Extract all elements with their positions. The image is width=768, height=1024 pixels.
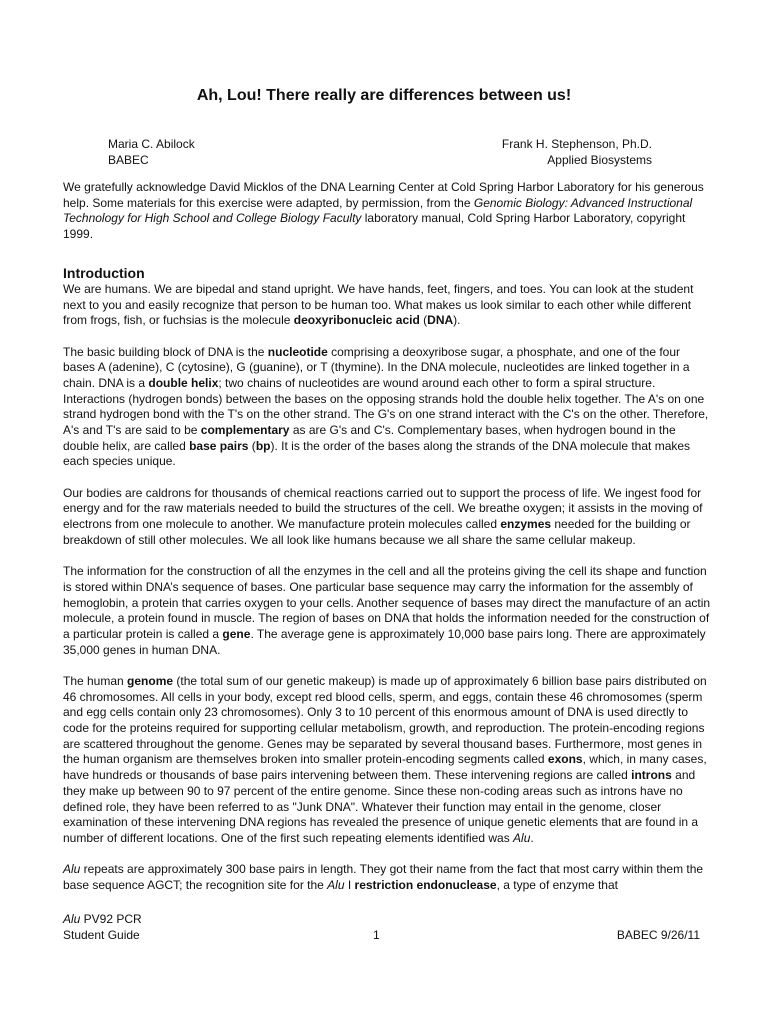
text-run: ( <box>248 438 256 453</box>
term-alu: Alu <box>513 830 531 845</box>
term-double-helix: double helix <box>148 375 219 390</box>
text-run: The information for the construction of all the enzymes in the cell and all the proteins giving the cell its shape and function is stored within DNA’s sequence of bases. One particular base sequence may carry the information for the assembly of hemoglobin, a protein that carries oxygen to your cells. Another sequence of bases may direct the manufacture of an actin molecule, a protein found in muscle. The region of bases on DNA that holds the information needed for the construction of a particular protein is called a <box>63 564 711 641</box>
footer-left <box>63 912 142 943</box>
document-body <box>63 180 714 909</box>
page-number: 1 <box>373 927 380 942</box>
acknowledgement-paragraph <box>63 180 714 243</box>
text-run: The basic building block of DNA is the <box>63 344 268 359</box>
term-dna: DNA <box>427 313 454 328</box>
term-gene: gene <box>222 626 251 641</box>
term-alu: Alu <box>327 877 345 892</box>
text-run: needed for the building or breakdown of still other molecules. We all look like humans because we all share the same cellular makeup. <box>63 517 691 547</box>
paragraph-enzymes <box>63 486 714 549</box>
author-left <box>108 136 195 168</box>
author-name: Maria C. Abilock <box>108 137 195 151</box>
term-nucleotide: nucleotide <box>267 344 328 359</box>
paragraph-alu-repeats <box>63 862 714 893</box>
text-run: , a type of enzyme that <box>496 877 618 892</box>
section-heading-introduction: Introduction <box>63 264 145 281</box>
text-run: laboratory manual, Cold Spring Harbor Laboratory, copyright 1999. <box>63 211 686 242</box>
text-run: (the total sum of our genetic makeup) is made up of approximately 6 billion base pairs distributed on 46 chromosomes. All cells in your body, except red blood cells, sperm, and eggs, contain these 46 chromosomes (sperm and egg cells contain only 23 chromosomes). Only 3 to 10 percent of this enormous amount of DNA is used directly to code for the proteins required for supporting cellular metabolism, growth, and reproduction. The protein-encoding regions are scattered throughout the genome. Genes may be separated by several thousand bases. Furthermore, most genes in the human organism are themselves broken into smaller protein-encoding segments called <box>63 673 707 767</box>
author-right <box>502 136 652 168</box>
text-run: . The average gene is approximately 10,000 base pairs long. There are approximately 35,000 genes in human DNA. <box>63 626 706 657</box>
term-bp: bp <box>255 438 271 453</box>
paragraph-gene <box>63 564 714 658</box>
term-complementary: complementary <box>200 423 290 438</box>
paragraph-genome <box>63 674 714 847</box>
term-restriction-endonuclease: restriction endonuclease <box>354 877 497 892</box>
author-affiliation: BABEC <box>108 153 149 167</box>
text-run: I <box>344 877 355 892</box>
text-run: , which, in many cases, have hundreds or thousands of base pairs intervening between them. These intervening regions are called <box>63 752 707 783</box>
term-alu: Alu <box>63 862 81 877</box>
term-enzymes: enzymes <box>500 517 552 532</box>
text-run: Our bodies are caldrons for thousands of chemical reactions carried out to support the process of life. We ingest food for energy and for the raw materials needed to build the structures of the cell. We breathe oxygen; it assists in the moving of electrons from one molecule to another. We manufacture protein molecules called <box>63 485 703 532</box>
document-title: Ah, Lou! There really are differences between us! <box>196 87 572 104</box>
text-run: ). <box>453 313 461 328</box>
text-run: as are G's and C's. Complementary bases, when hydrogen bound in the double helix, are called <box>63 423 676 453</box>
text-run: ( <box>419 313 428 328</box>
text-run: The human <box>63 673 128 688</box>
term-exons: exons <box>547 752 583 767</box>
author-affiliation: Applied Biosystems <box>547 153 652 167</box>
text-run: PV92 PCR <box>80 912 142 926</box>
text-run: Alu <box>63 912 81 926</box>
text-run: . <box>530 830 534 845</box>
text-run: comprising a deoxyribose sugar, a phosphate, and one of the four bases A (adenine), C (cytosine), G (guanine), or T (thymine). In the DNA molecule, nucleotides are linked together in a chain. DNA is a <box>63 344 690 390</box>
footer-doc-name <box>63 912 142 928</box>
author-name: Frank H. Stephenson, Ph.D. <box>501 137 652 151</box>
book-title: Genomic Biology: Advanced Instructional Technology for High School and College Biology Faculty <box>63 195 693 226</box>
term-base-pairs: base pairs <box>189 438 249 453</box>
text-run: We gratefully acknowledge David Micklos of the DNA Learning Center at Cold Spring Harbor Laboratory for his generous help. Some materials for this exercise were adapted, by permission, from the <box>63 180 704 210</box>
text-run: ; two chains of nucleotides are wound around each other to form a spiral structure. Interactions (hydrogen bonds) between the bases on the opposing strands hold the double helix together. The A's on one strand hydrogen bond with the T's on the other strand. The G's on one strand interact with the C's on the other. Therefore, A's and T's are said to be <box>63 375 709 438</box>
footer-guide-label: Student Guide <box>63 927 140 942</box>
text-run: We are humans. We are bipedal and stand upright. We have hands, feet, fingers, and toes. You can look at the student next to you and easily recognize that person to be human too. What makes us look similar to each other while different from frogs, fish, or fuchsias is the molecule <box>63 281 694 328</box>
text-run: ). It is the order of the bases along the strands of the DNA molecule that makes each species unique. <box>63 438 691 469</box>
term-introns: introns <box>631 768 672 783</box>
footer-right: BABEC 9/26/11 <box>616 927 700 942</box>
text-run: and they make up between 90 to 97 percent of the entire genome. Since these non-coding areas such as introns have no defined role, they have been referred to as "Junk DNA". Whatever their function may entail in the genome, closer examination of these intervening DNA regions has revealed the presence of unique genetic elements that are found in a number of different locations. One of the first such repeating elements identified was <box>63 768 699 845</box>
text-run: repeats are approximately 300 base pairs in length. They got their name from the fact that most carry within them the base sequence AGCT; the recognition site for the <box>63 862 704 892</box>
paragraph-humans <box>63 282 714 329</box>
term-genome: genome <box>127 673 174 688</box>
term-dna-full: deoxyribonucleic acid <box>293 313 420 328</box>
paragraph-nucleotide <box>63 345 714 471</box>
